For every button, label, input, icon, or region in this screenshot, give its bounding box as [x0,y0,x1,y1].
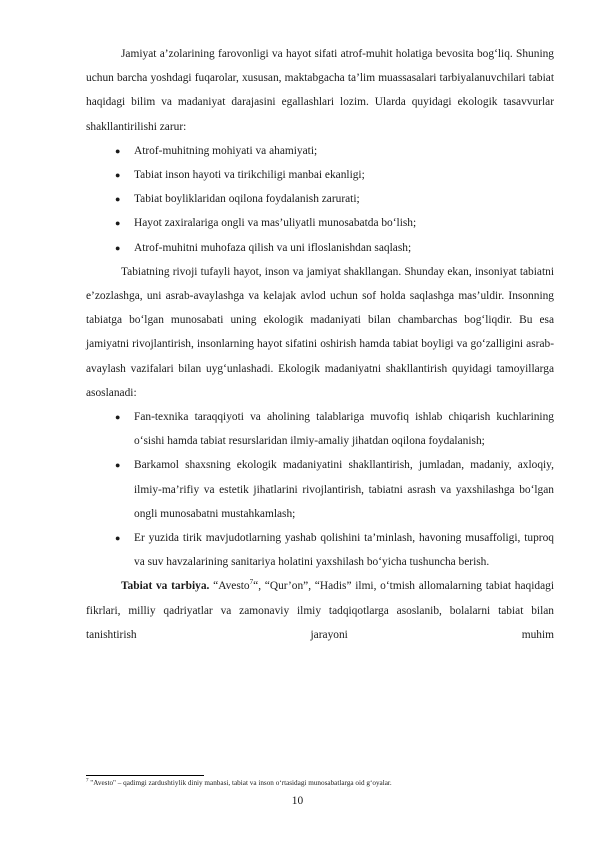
paragraph-text: “, “Qur’on”, “Hadis” ilmi, o‘tmish allomalarning tabiat haqidagi fikrlari, milliy qadriyatlar va zamonaviy ilmiy tadqiqotlarga asoslanib, bolalarni tabiat bilan tanishtirish jarayoni muhim [86,580,555,641]
list-item [86,526,554,574]
bullet-list-principles [86,405,554,574]
list-item [86,211,554,235]
paragraph-principles: Tabiatning rivoji tufayli hayot, inson va jamiyat shakllangan. Shunday ekan, insoniyat tabiatni e’zozlashga, uni asrab-avaylashga va kelajak avlod uchun sof holda saqlashga mas’uldir. Insonning tabiatga bo‘lgan munosabati uning ekologik madaniyati bilan chambarchas bog‘liqdir. Bu esa jamiyatni rivojlantirish, insonlarning hayot sifatini oshirish hamda tabiat boyligi va go‘zalligini asrab-avaylash vazifalari bilan uyg‘unlashadi. Ekologik madaniyatni shakllantirish quyidagi tamoyillarga asoslanadi: [86,265,554,399]
bullet-icon: ● [115,194,121,205]
page-number: 10 [291,795,304,807]
bullet-icon: ● [115,412,121,423]
list-item-text: Atrof-muhitning mohiyati va ahamiyati; [134,144,318,157]
list-item-text: Tabiat inson hayoti va tirikchiligi manbai ekanligi; [134,169,365,182]
footnote-text: "Avesto" – qadimgi zardushtiylik diniy manbasi, tabiat va inson o‘rtasidagi munosabatlarga oid g‘oyalar. [88,779,392,787]
bullet-icon: ● [115,145,121,156]
list-item-text: Fan-texnika taraqqiyoti va aholining talablariga muvofiq ishlab chiqarish kuchlarining o‘sishi hamda tabiat resurslaridan ilmiy-amaliy jihatdan oqilona foydalanish; [134,411,554,448]
bullet-icon: ● [115,218,121,229]
footnote-mark: 7 [86,778,89,784]
section-heading: Tabiat va tarbiya. [121,580,210,593]
list-item-text: Atrof-muhitni muhofaza qilish va uni ifloslanishdan saqlash; [134,241,412,254]
list-item [86,236,554,260]
footnote-divider [86,775,204,776]
bullet-icon: ● [115,170,121,181]
footnote-ref: 7 [249,578,254,587]
paragraph-text: “Avesto [209,580,250,593]
list-item-text: Hayot zaxiralariga ongli va mas’uliyatli munosabatda bo‘lish; [134,217,417,230]
list-item [86,163,554,187]
document-page [86,42,554,647]
list-item [86,453,554,526]
list-item [86,187,554,211]
bullet-icon: ● [115,460,121,471]
bullet-icon: ● [115,242,121,253]
paragraph-nature-and-upbringing [86,574,554,647]
bullet-list-ecological-concepts [86,139,554,260]
list-item-text: Barkamol shaxsning ekologik madaniyatini shakllantirish, jumladan, madaniy, axloqiy, ilmiy-ma’rifiy va estetik jihatlarini rivojlantirish, tabiatni asrash va yaxshilashga bo‘lgan ongli munosabatni mustahkamlash; [134,459,554,520]
list-item [86,405,554,453]
footnote [86,778,392,788]
bullet-icon: ● [115,533,121,544]
list-item-text: Er yuzida tirik mavjudotlarning yashab qolishini ta’minlash, havoning musaffoligi, tuproq va suv havzalarining sanitariya holatini yaxshilash bo‘yicha tushuncha berish. [134,532,554,569]
list-item [86,139,554,163]
paragraph-intro: Jamiyat a’zolarining farovonligi va hayot sifati atrof-muhit holatiga bevosita bog‘liq. Shuning uchun barcha yoshdagi fuqarolar, xususan, maktabgacha ta’lim muassasalari tarbiyalanuvchilari tabiat haqidagi bilim va madaniyat darajasini egallashlari lozim. Ularda quyidagi ekologik tasavvurlar shakllantirilishi zarur: [86,48,554,133]
list-item-text: Tabiat boyliklaridan oqilona foydalanish zarurati; [134,193,360,206]
